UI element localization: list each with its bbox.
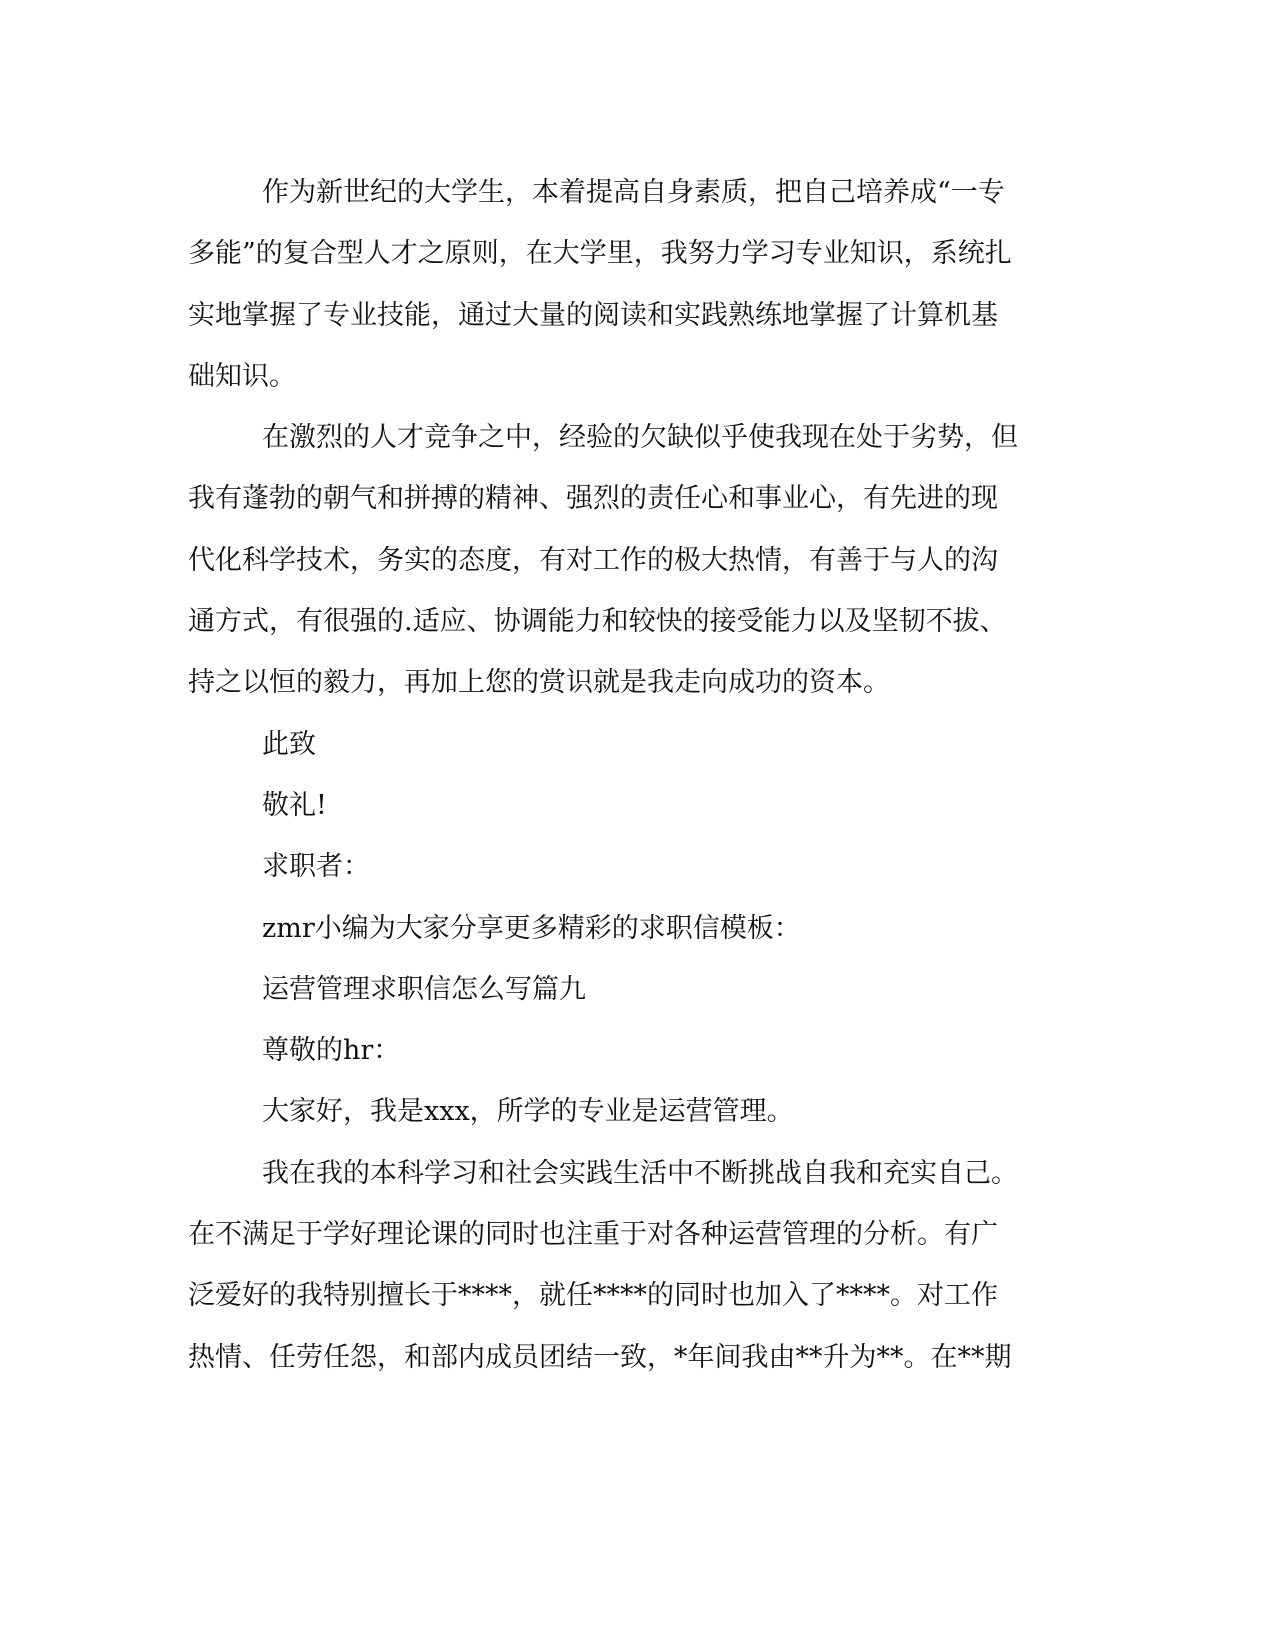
- text-line: 在不满足于学好理论课的同时也注重于对各种运营管理的分析。有广: [188, 1219, 998, 1251]
- paragraph-competition: [188, 407, 1068, 713]
- section-heading-text: 运营管理求职信怎么写篇九: [262, 973, 586, 1005]
- document-body: [188, 162, 1068, 1388]
- text-line: 作为新世纪的大学生，本着提高自身素质，把自己培养成“一专: [262, 177, 1005, 208]
- section-heading: [188, 959, 1068, 1020]
- closing-text: 此致: [262, 728, 316, 760]
- text-line: 泛爱好的我特别擅长于****，就任****的同时也加入了****。对工作: [188, 1280, 998, 1312]
- text-line: 在激烈的人才竞争之中，经验的欠缺似乎使我现在处于劣势，但: [262, 422, 1018, 454]
- intro-line: [188, 1081, 1068, 1142]
- text-line: 础知识。: [188, 360, 296, 392]
- intro-text: 大家好，我是xxx，所学的专业是运营管理。: [262, 1096, 794, 1128]
- paragraph-experience: [188, 1143, 1068, 1388]
- text-line: 持之以恒的毅力，再加上您的赏识就是我走向成功的资本。: [188, 667, 890, 699]
- text-line: 多能”的复合型人才之原则，在大学里，我努力学习专业知识，系统扎: [188, 238, 1012, 270]
- text-line: 实地掌握了专业技能，通过大量的阅读和实践熟练地掌握了计算机基: [188, 299, 998, 331]
- editor-note-text: zmr小编为大家分享更多精彩的求职信模板：: [262, 912, 801, 944]
- text-line: 我在我的本科学习和社会实践生活中不断挑战自我和充实自己。: [262, 1157, 1018, 1189]
- text-line: 热情、任劳任怨，和部内成员团结一致，*年间我由**升为**。在**期: [188, 1341, 1012, 1373]
- signature-text: 求职者：: [262, 851, 370, 883]
- closing-regards: [188, 775, 1068, 836]
- text-line: 代化科学技术，务实的态度，有对工作的极大热情，有善于与人的沟: [188, 544, 998, 576]
- signature-label: [188, 836, 1068, 897]
- greeting: [188, 1020, 1068, 1081]
- regards-text: 敬礼!: [262, 789, 327, 821]
- text-line: 我有蓬勃的朝气和拼搏的精神、强烈的责任心和事业心，有先进的现: [188, 483, 998, 515]
- greeting-text: 尊敬的hr：: [262, 1035, 401, 1067]
- closing-salutation: [188, 714, 1068, 775]
- editor-note: [188, 898, 1068, 959]
- paragraph-self-intro: [188, 162, 1068, 407]
- text-line: 通方式，有很强的.适应、协调能力和较快的接受能力以及坚韧不拔、: [188, 606, 1007, 638]
